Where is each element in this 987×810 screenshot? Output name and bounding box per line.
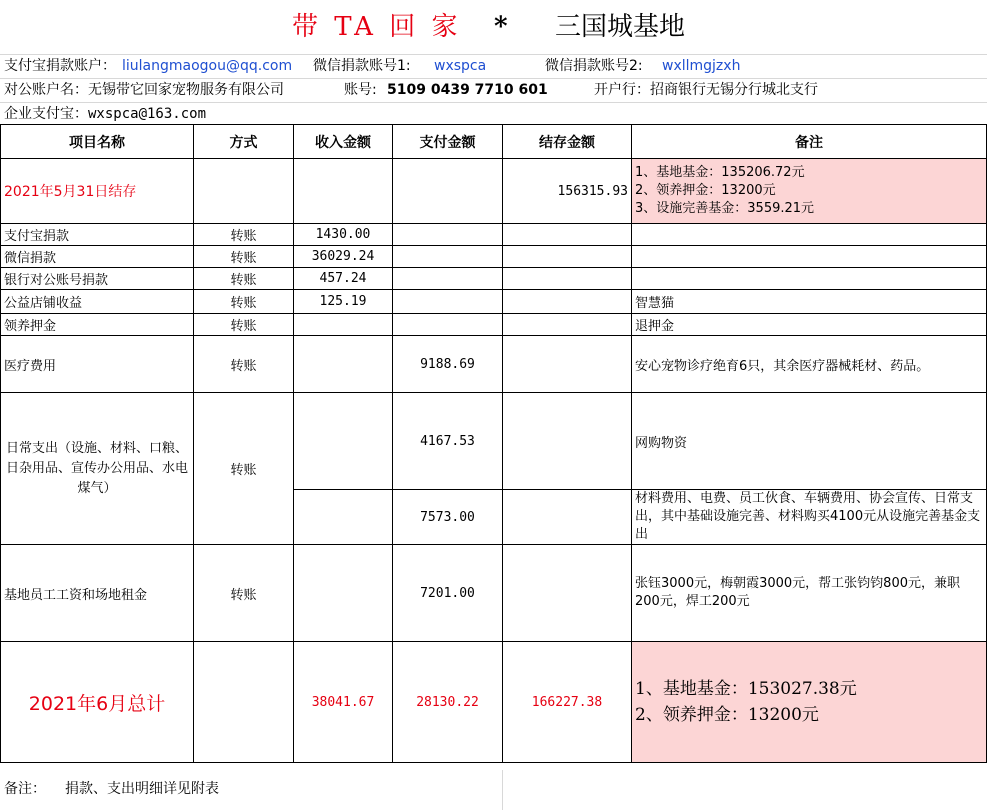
carry-over-payment [393, 159, 503, 224]
row-payment [393, 246, 503, 268]
table-row [1, 268, 987, 290]
row-balance [503, 224, 632, 246]
row-name: 领养押金 [1, 314, 194, 336]
header-item-name: 项目名称 [1, 125, 194, 159]
header-row [1, 125, 987, 159]
title-base-name: 三国城基地 [555, 12, 686, 42]
wechat2-account: wxllmgjzxh [662, 58, 741, 74]
total-note-line: 2、领养押金：13200元 [635, 705, 819, 725]
staff-note: 张钰3000元，梅朝霞3000元，帮工张钧钧800元，兼职200元，焊工200元 [632, 545, 987, 642]
carry-over-balance: 156315.93 [503, 159, 632, 224]
row-note [632, 224, 987, 246]
daily-payment-1: 4167.53 [393, 393, 503, 490]
carry-over-notes [632, 159, 987, 224]
daily-method: 转账 [194, 393, 294, 545]
medical-note: 安心宠物诊疗绝育6只，其余医疗器械耗材、药品。 [632, 336, 987, 393]
wechat2-label: 微信捐款账号2: [545, 58, 643, 74]
row-method: 转账 [194, 314, 294, 336]
row-payment [393, 268, 503, 290]
corporate-alipay-row [0, 102, 987, 124]
medical-income [294, 336, 393, 393]
row-name: 公益店铺收益 [1, 290, 194, 314]
total-income: 38041.67 [294, 642, 393, 763]
account-label: 账号: [344, 82, 377, 98]
row-payment [393, 290, 503, 314]
wechat1-account: wxspca [434, 58, 487, 74]
header-income: 收入金额 [294, 125, 393, 159]
carry-over-method [194, 159, 294, 224]
total-payment: 28130.22 [393, 642, 503, 763]
row-balance [503, 268, 632, 290]
carry-over-row [1, 159, 987, 224]
row-balance [503, 314, 632, 336]
medical-method: 转账 [194, 336, 294, 393]
sheet-title [0, 0, 987, 55]
row-payment [393, 314, 503, 336]
header-payment: 支付金额 [393, 125, 503, 159]
row-income [294, 314, 393, 336]
wechat1-label: 微信捐款账号1: [313, 58, 411, 74]
medical-name: 医疗费用 [1, 336, 194, 393]
row-note [632, 246, 987, 268]
daily-income-1 [294, 393, 393, 490]
title-red-part: 带 TA 回 家 [292, 12, 462, 42]
row-income: 457.24 [294, 268, 393, 290]
daily-note-2: 材料费用、电费、员工伙食、车辆费用、协会宣传、日常支出，其中基础设施完善、材料购买4100元从设施完善基金支出 [632, 490, 987, 545]
alipay-account: liulangmaogou@qq.com [122, 58, 293, 74]
staff-row [1, 545, 987, 642]
row-name: 银行对公账号捐款 [1, 268, 194, 290]
staff-payment: 7201.00 [393, 545, 503, 642]
row-note: 退押金 [632, 314, 987, 336]
header-notes: 备注 [632, 125, 987, 159]
table-row [1, 314, 987, 336]
finance-table [0, 124, 987, 763]
row-balance [503, 246, 632, 268]
staff-balance [503, 545, 632, 642]
staff-name: 基地员工工资和场地租金 [1, 545, 194, 642]
total-name: 2021年6月总计 [1, 642, 194, 763]
row-note: 智慧猫 [632, 290, 987, 314]
row-method: 转账 [194, 268, 294, 290]
row-income: 1430.00 [294, 224, 393, 246]
table-row [1, 246, 987, 268]
staff-method: 转账 [194, 545, 294, 642]
medical-balance [503, 336, 632, 393]
row-balance [503, 290, 632, 314]
table-row [1, 290, 987, 314]
carry-note-line: 3、设施完善基金：3559.21元 [635, 201, 815, 216]
corporate-account-row [0, 78, 987, 103]
row-name: 微信捐款 [1, 246, 194, 268]
row-income: 125.19 [294, 290, 393, 314]
daily-balance-1 [503, 393, 632, 490]
row-payment [393, 224, 503, 246]
donation-accounts-row [0, 54, 987, 79]
corporate-alipay: 企业支付宝：wxspca@163.com [4, 106, 207, 122]
footer-label: 备注： [4, 781, 46, 797]
footer-left-cell [0, 770, 503, 810]
table-row [1, 224, 987, 246]
total-row [1, 642, 987, 763]
daily-note-1: 网购物资 [632, 393, 987, 490]
total-note-line: 1、基地基金：153027.38元 [635, 679, 857, 699]
row-method: 转账 [194, 290, 294, 314]
daily-name: 日常支出（设施、材料、口粮、日杂用品、宣传办公用品、水电煤气） [1, 393, 194, 545]
medical-row [1, 336, 987, 393]
footer-remarks [0, 770, 987, 810]
row-income: 36029.24 [294, 246, 393, 268]
daily-income-2 [294, 490, 393, 545]
total-notes [632, 642, 987, 763]
carry-over-name: 2021年5月31日结存 [1, 159, 194, 224]
title-star: * [494, 12, 508, 42]
total-method [194, 642, 294, 763]
corporate-name: 对公账户名：无锡带它回家宠物服务有限公司 [4, 82, 284, 98]
daily-row-1 [1, 393, 987, 490]
header-balance: 结存金额 [503, 125, 632, 159]
carry-note-line: 2、领养押金：13200元 [635, 183, 776, 198]
account-number: 5109 0439 7710 601 [387, 82, 548, 98]
daily-balance-2 [503, 490, 632, 545]
row-method: 转账 [194, 224, 294, 246]
alipay-label: 支付宝捐款账户： [4, 58, 116, 74]
footer-text: 捐款、支出明细详见附表 [65, 781, 219, 797]
daily-payment-2: 7573.00 [393, 490, 503, 545]
carry-over-income [294, 159, 393, 224]
row-note [632, 268, 987, 290]
carry-note-line: 1、基地基金：135206.72元 [635, 165, 805, 180]
row-method: 转账 [194, 246, 294, 268]
medical-payment: 9188.69 [393, 336, 503, 393]
header-method: 方式 [194, 125, 294, 159]
staff-income [294, 545, 393, 642]
bank-name: 开户行：招商银行无锡分行城北支行 [594, 82, 818, 98]
row-name: 支付宝捐款 [1, 224, 194, 246]
total-balance: 166227.38 [503, 642, 632, 763]
